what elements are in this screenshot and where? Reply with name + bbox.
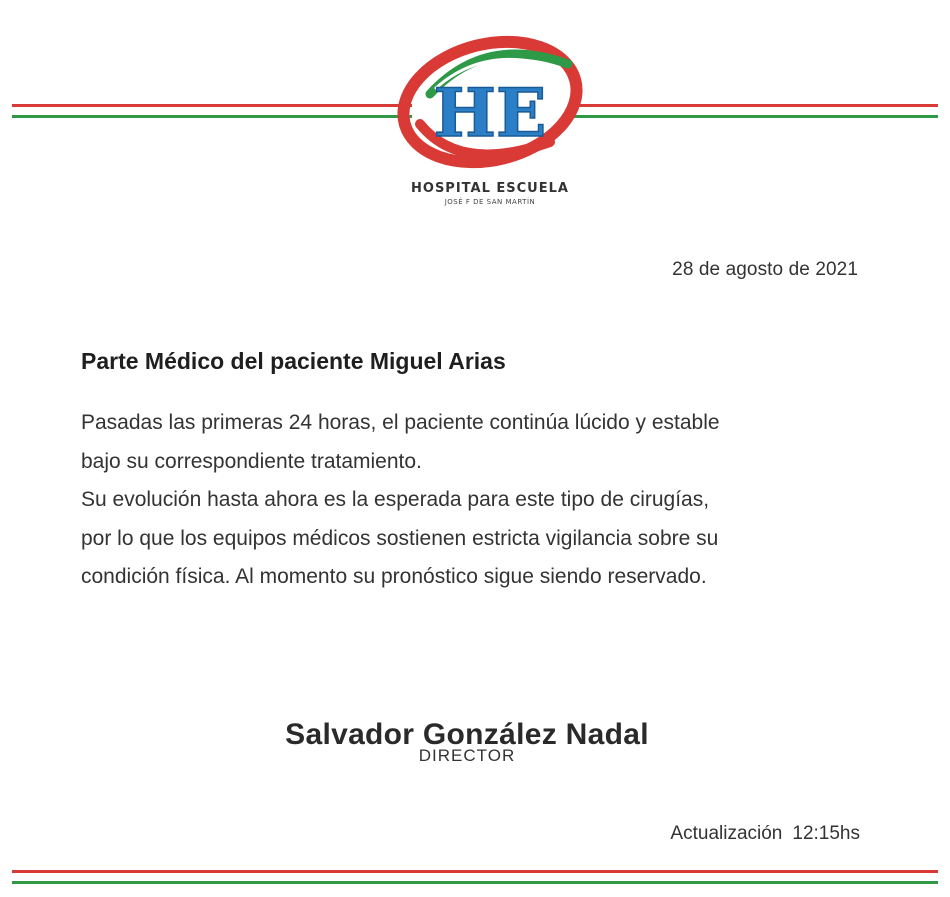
document-body [81,404,881,597]
update-line [670,823,860,845]
update-label: Actualización [670,823,783,844]
document-date: 28 de agosto de 2021 [672,259,858,280]
footer-rule-green [12,881,938,884]
update-time: 12:15hs [792,823,860,844]
signatory-name: Salvador González Nadal [285,718,649,751]
body-paragraph-1: Pasadas las primeras 24 horas, el paciente continúa lúcido y estable bajo su correspondiente tratamiento. [81,411,720,473]
signatory-role: DIRECTOR [418,746,516,765]
hospital-logo-emblem [390,24,590,214]
document-title: Parte Médico del paciente Miguel Arias [81,348,506,374]
signature-block [0,718,950,766]
header-rule-red-left [12,104,412,107]
header-rule-green-right [572,115,938,118]
footer-rule-red [12,870,938,873]
header-rule-red-right [572,104,938,107]
hospital-logo [390,24,590,214]
logo-name: HOSPITAL ESCUELA [411,181,569,196]
logo-monogram: HE [433,74,547,152]
body-paragraph-2: Su evolución hasta ahora es la esperada para este tipo de cirugías, por lo que los equipos médicos sostienen estricta vigilancia sobre su condición física. Al momento su pronóstico sigue siendo reservado. [81,488,719,588]
header-rule-green-left [12,115,412,118]
logo-subname: JOSÉ F DE SAN MARTÍN [444,198,536,206]
